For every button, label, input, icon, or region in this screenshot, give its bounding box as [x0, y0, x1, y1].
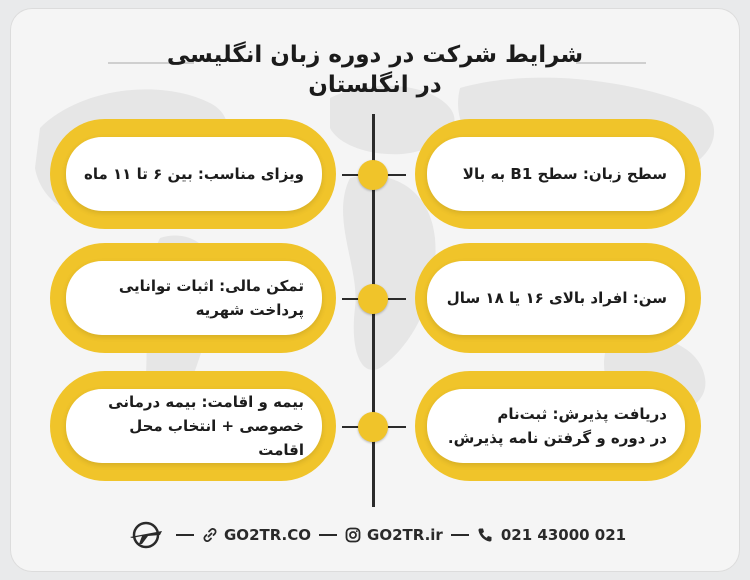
card-language-level-panel — [427, 137, 685, 211]
title-line-2: در انگلستان — [308, 72, 442, 98]
footer-website-text: GO2TR.CO — [224, 526, 312, 544]
link-icon — [202, 527, 218, 543]
card-admission — [415, 371, 701, 481]
card-insurance-line-1: بیمه و اقامت: بیمه درمانی — [108, 393, 304, 411]
card-admission-line-1: دریافت پذیرش: ثبت‌نام — [497, 405, 667, 423]
footer-phone-text: 021 43000 021 — [500, 526, 627, 544]
airplane-logo-icon — [126, 520, 166, 550]
phone-icon — [477, 527, 493, 543]
card-visa-panel — [66, 137, 322, 211]
card-admission-panel — [427, 389, 685, 463]
footer-separator-3 — [451, 534, 469, 536]
footer-phone[interactable] — [477, 526, 626, 544]
card-finance-line-2: پرداخت شهریه — [195, 301, 304, 319]
card-insurance-line-2: خصوصی + انتخاب محل اقامت — [129, 417, 304, 459]
footer-instagram[interactable] — [345, 526, 443, 544]
footer-website[interactable] — [202, 526, 311, 544]
instagram-icon — [345, 527, 361, 543]
card-age-text: سن: افراد بالای ۱۶ یا ۱۸ سال — [446, 289, 667, 307]
card-visa — [50, 119, 336, 229]
footer-separator-1 — [176, 534, 194, 536]
card-admission-text — [430, 402, 685, 450]
card-insurance-panel — [66, 389, 322, 463]
footer — [126, 520, 646, 550]
footer-separator-2 — [319, 534, 337, 536]
brand-logo — [126, 520, 166, 550]
timeline-node-1 — [358, 160, 388, 190]
infographic-frame — [10, 8, 740, 572]
card-language-level-text: سطح زبان: سطح B1 به بالا — [462, 165, 667, 183]
card-finance-line-1: تمکن مالی: اثبات توانایی — [118, 277, 304, 295]
card-insurance-text — [66, 390, 322, 462]
card-age-panel — [427, 261, 685, 335]
page-title — [10, 40, 740, 100]
card-finance-text — [101, 274, 322, 322]
card-finance-panel — [66, 261, 322, 335]
card-admission-line-2: در دوره و گرفتن نامه پذیرش. — [447, 429, 667, 447]
timeline-node-2 — [358, 284, 388, 314]
card-age — [415, 243, 701, 353]
card-visa-text: ویزای مناسب: بین ۶ تا ۱۱ ماه — [84, 165, 304, 183]
card-language-level — [415, 119, 701, 229]
card-finance — [50, 243, 336, 353]
title-line-1: شرایط شرکت در دوره زبان انگلیسی — [166, 42, 584, 68]
card-insurance — [50, 371, 336, 481]
footer-instagram-text: GO2TR.ir — [367, 526, 443, 544]
timeline-node-3 — [358, 412, 388, 442]
